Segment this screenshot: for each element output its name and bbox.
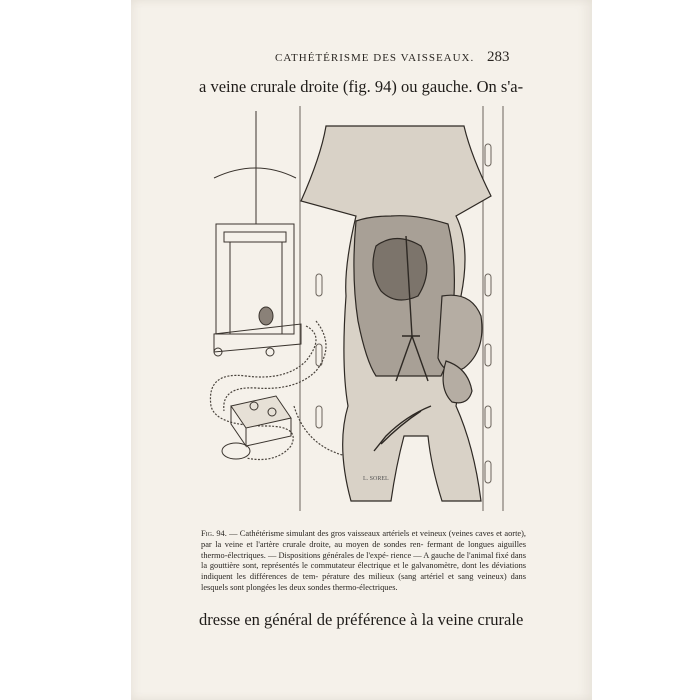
engraver-signature: L. SOREL (363, 476, 389, 482)
animal-specimen (301, 126, 491, 501)
page-header (131, 44, 592, 68)
caption-line: caves et aorte), par la veine et l'artère crurale droite, au moyen de sondes ren- (201, 529, 527, 549)
caption-line: — Cathétérisme simulant des gros vaisseaux artériels et veineux (veines (229, 529, 473, 538)
caption-line: électrique et le galvanomètre, dont les déviations indiquent les différences de tem- (201, 561, 527, 582)
running-title: CATHÉTÉRISME DES VAISSEAUX. (275, 52, 475, 64)
caption-line: rience — A gauche de l'animal fixé dans la gouttière sont, représentés le commutateur (201, 550, 527, 571)
caption-label: Fig. 94. (201, 529, 227, 538)
figure-illustration (206, 106, 516, 516)
book-page (131, 0, 592, 700)
caption-line: fermant de longues aiguilles thermo-électriques. — Dispositions générales de l'expé- (201, 539, 526, 560)
caption-line: pérature des milieux (sang artériel et sang veineux) dans lesquels sont plongées les (201, 572, 526, 592)
page-number: 283 (487, 49, 510, 65)
body-text-top-line: a veine crurale droite (fig. 94) ou gauche. On s'a- (199, 77, 524, 96)
caption-line: deux sondes thermo-électriques. (289, 582, 398, 592)
figure-caption (201, 529, 526, 594)
galvanometer (214, 111, 301, 356)
body-text-bottom-line: dresse en général de préférence à la veine crurale (199, 610, 524, 629)
